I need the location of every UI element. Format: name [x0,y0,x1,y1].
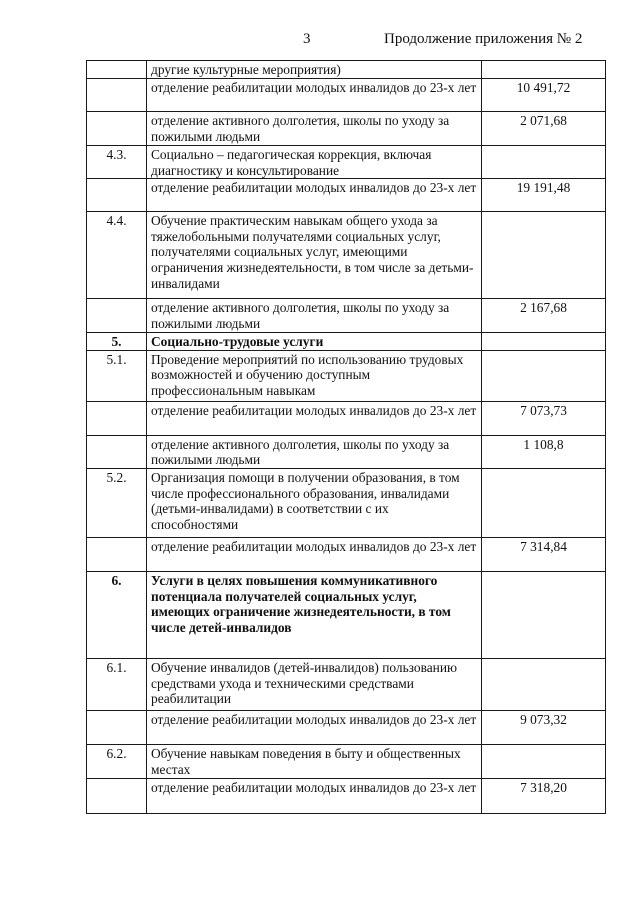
row-number-cell [87,710,147,744]
table-section-row [87,333,606,351]
price-cell [482,350,606,401]
row-number-cell [87,537,147,571]
service-name-cell: Социально – педагогическая коррекция, включая диагностику и консультирование [147,146,482,179]
row-number-cell [87,61,147,79]
service-name-cell: Обучение навыкам поведения в быту и общественных местах [147,744,482,778]
table-section-row [87,571,606,658]
row-number-cell [87,401,147,435]
table-row [87,112,606,146]
row-number-cell: 6.2. [87,744,147,778]
table-row [87,179,606,212]
service-name-cell: Организация помощи в получении образования, в том числе профессионального образования, инвалидами (детьми-инвалидами) в соответствии с их способностями [147,468,482,537]
service-name-cell: отделение активного долголетия, школы по уходу за пожилыми людьми [147,435,482,468]
price-cell: 2 167,68 [482,299,606,333]
table-row [87,299,606,333]
service-name-cell: Обучение инвалидов (детей-инвалидов) пользованию средствами ухода и техническими средствами реабилитации [147,658,482,710]
table-row [87,537,606,571]
row-number-cell [87,299,147,333]
table-row [87,658,606,710]
appendix-continuation-header: Продолжение приложения № 2 [384,31,583,47]
service-name-cell: отделение реабилитации молодых инвалидов до 23-х лет [147,710,482,744]
row-number-cell: 5.1. [87,350,147,401]
table-row [87,435,606,468]
table-row [87,778,606,813]
row-number-cell: 6.1. [87,658,147,710]
table-row [87,401,606,435]
price-cell [482,658,606,710]
row-number-cell [87,79,147,112]
service-name-cell: отделение активного долголетия, школы по уходу за пожилыми людьми [147,112,482,146]
table-row [87,146,606,179]
row-number-cell: 6. [87,571,147,658]
page-number: 3 [303,31,311,47]
price-cell [482,146,606,179]
row-number-cell: 4.3. [87,146,147,179]
table-row [87,710,606,744]
row-number-cell [87,179,147,212]
service-name-cell: отделение реабилитации молодых инвалидов до 23-х лет [147,778,482,813]
table-row [87,468,606,537]
price-cell [482,61,606,79]
price-cell [482,571,606,658]
service-name-cell: отделение реабилитации молодых инвалидов до 23-х лет [147,79,482,112]
table-row [87,744,606,778]
service-name-cell: отделение реабилитации молодых инвалидов до 23-х лет [147,537,482,571]
row-number-cell: 5.2. [87,468,147,537]
row-number-cell [87,112,147,146]
table-row [87,350,606,401]
services-price-table [86,60,606,814]
price-cell [482,212,606,299]
price-cell [482,333,606,351]
service-name-cell: Проведение мероприятий по использованию трудовых возможностей и обучению доступным профессиональным навыкам [147,350,482,401]
service-name-cell: отделение активного долголетия, школы по уходу за пожилыми людьми [147,299,482,333]
price-cell [482,468,606,537]
table-row [87,212,606,299]
price-cell: 7 073,73 [482,401,606,435]
service-name-cell: Социально-трудовые услуги [147,333,482,351]
service-name-cell: Обучение практическим навыкам общего ухода за тяжелобольными получателями социальных услуг, получателями социальных услуг, имеющими ограничения жизнедеятельности, в том числе за детьми-инвалидами [147,212,482,299]
service-name-cell: другие культурные мероприятия) [147,61,482,79]
price-cell: 2 071,68 [482,112,606,146]
price-cell: 19 191,48 [482,179,606,212]
price-cell: 7 314,84 [482,537,606,571]
row-number-cell [87,778,147,813]
price-cell [482,744,606,778]
services-table-body [87,61,606,814]
service-name-cell: Услуги в целях повышения коммуникативного потенциала получателей социальных услуг, имеющих ограничение жизнедеятельности, в том числе детей-инвалидов [147,571,482,658]
price-cell: 9 073,32 [482,710,606,744]
row-number-cell: 4.4. [87,212,147,299]
service-name-cell: отделение реабилитации молодых инвалидов до 23-х лет [147,401,482,435]
price-cell: 10 491,72 [482,79,606,112]
table-row [87,79,606,112]
row-number-cell [87,435,147,468]
table-row [87,61,606,79]
row-number-cell: 5. [87,333,147,351]
price-cell: 1 108,8 [482,435,606,468]
price-cell: 7 318,20 [482,778,606,813]
service-name-cell: отделение реабилитации молодых инвалидов до 23-х лет [147,179,482,212]
